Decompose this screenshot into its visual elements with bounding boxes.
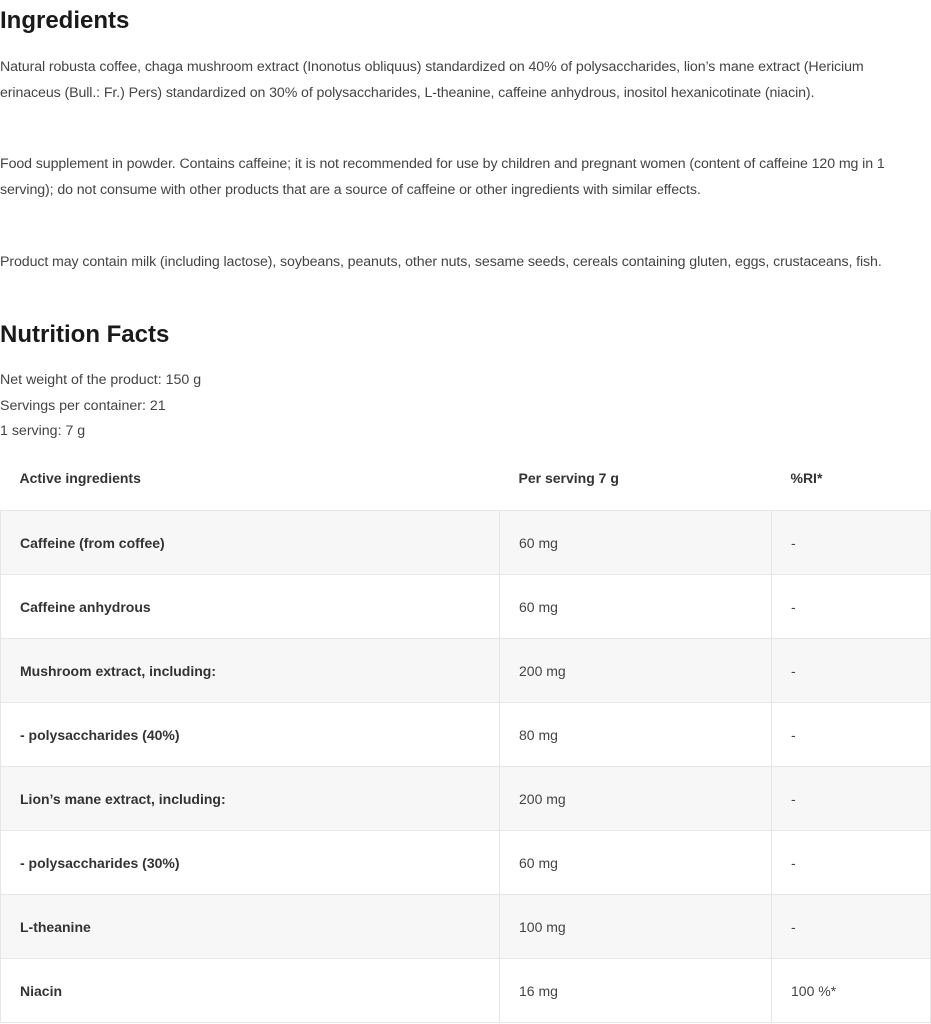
table-row bbox=[1, 703, 931, 767]
caffeine-warning-paragraph: Food supplement in powder. Contains caffeine; it is not recommended for use by children and pregnant women (content of caffeine 120 mg in 1 serving); do not consume with other products that are a source of caffeine or other ingredients with similar effects. bbox=[0, 156, 885, 198]
allergen-paragraph: Product may contain milk (including lactose), soybeans, peanuts, other nuts, sesame seeds, cereals containing gluten, eggs, crustaceans, fish. bbox=[0, 254, 882, 270]
ingredient-name: - polysaccharides (40%) bbox=[1, 703, 500, 767]
ingredient-name: Mushroom extract, including: bbox=[1, 639, 500, 703]
nutrition-meta bbox=[0, 368, 201, 445]
table-header-row bbox=[1, 446, 931, 511]
ingredients-heading: Ingredients bbox=[0, 7, 130, 34]
amount-per-serving: 200 mg bbox=[500, 639, 772, 703]
nutrition-heading: Nutrition Facts bbox=[0, 321, 170, 348]
ingredient-name: L-theanine bbox=[1, 895, 500, 959]
ingredient-name: Caffeine anhydrous bbox=[1, 575, 500, 639]
ingredient-name: Niacin bbox=[1, 959, 500, 1023]
table-row bbox=[1, 511, 931, 575]
amount-per-serving: 200 mg bbox=[500, 767, 772, 831]
amount-per-serving: 80 mg bbox=[500, 703, 772, 767]
ingredients-paragraph: Natural robusta coffee, chaga mushroom extract (Inonotus obliquus) standardized on 40% of polysaccharides, lion’s mane extract (Hericium erinaceus (Bull.: Fr.) Pers) standardized on 30% of polysaccharides, L-theanine, caffeine anhydrous, inositol hexanicotinate (niacin). bbox=[0, 59, 864, 101]
serving-size: 1 serving: 7 g bbox=[0, 423, 86, 439]
amount-per-serving: 60 mg bbox=[500, 511, 772, 575]
ri-percent: - bbox=[772, 831, 931, 895]
table-row bbox=[1, 767, 931, 831]
ri-percent: - bbox=[772, 575, 931, 639]
ingredient-name: Caffeine (from coffee) bbox=[1, 511, 500, 575]
amount-per-serving: 60 mg bbox=[500, 831, 772, 895]
ingredient-name: Lion’s mane extract, including: bbox=[1, 767, 500, 831]
column-header-per-serving: Per serving 7 g bbox=[518, 470, 619, 486]
ri-percent: - bbox=[772, 767, 931, 831]
ri-percent: - bbox=[772, 895, 931, 959]
servings-per-container: Servings per container: 21 bbox=[0, 397, 166, 414]
column-header-ri: %RI* bbox=[790, 470, 823, 486]
table-row bbox=[1, 895, 931, 959]
ri-percent: 100 %* bbox=[772, 959, 931, 1023]
ingredient-name: - polysaccharides (30%) bbox=[1, 831, 500, 895]
table-row bbox=[1, 639, 931, 703]
amount-per-serving: 60 mg bbox=[500, 575, 772, 639]
column-header-ingredient: Active ingredients bbox=[19, 470, 141, 486]
table-row bbox=[1, 831, 931, 895]
ri-percent: - bbox=[772, 511, 931, 575]
ri-percent: - bbox=[772, 703, 931, 767]
nutrition-table bbox=[0, 446, 931, 1023]
amount-per-serving: 100 mg bbox=[500, 895, 772, 959]
table-row bbox=[1, 959, 931, 1023]
amount-per-serving: 16 mg bbox=[500, 959, 772, 1023]
ri-percent: - bbox=[772, 639, 931, 703]
table-row bbox=[1, 575, 931, 639]
net-weight: Net weight of the product: 150 g bbox=[0, 372, 202, 388]
